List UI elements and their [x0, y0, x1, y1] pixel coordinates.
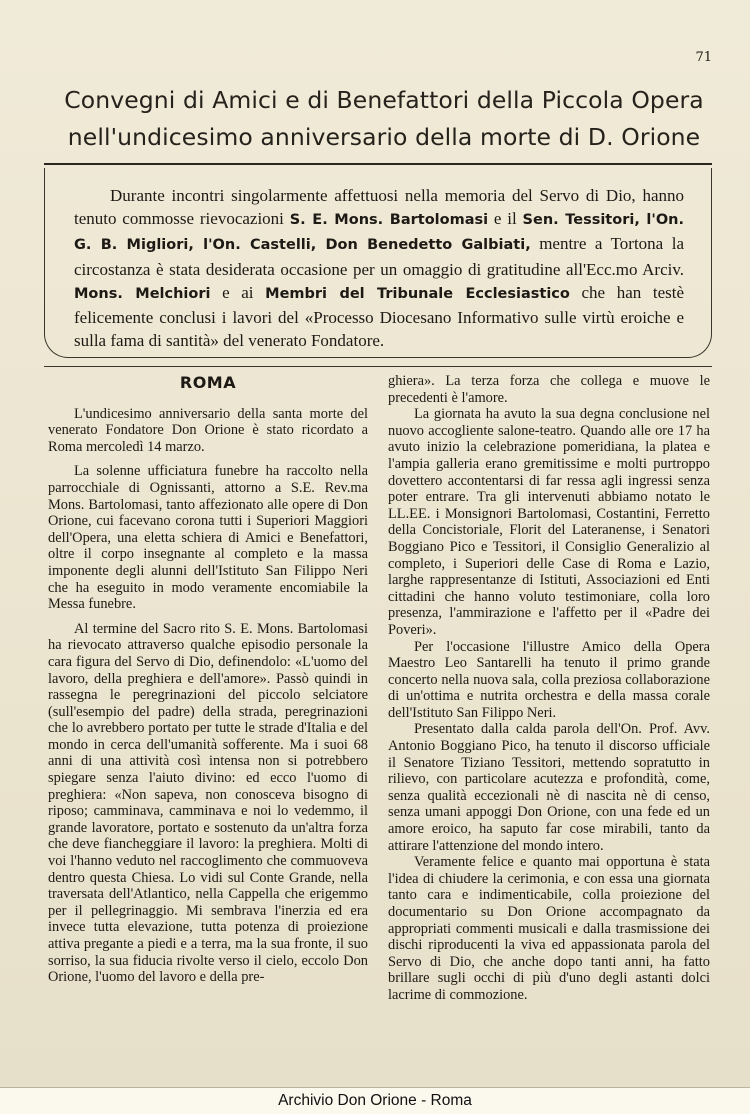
right-paragraph: Per l'occasione l'illustre Amico della Opera Maestro Leo Santarelli ha tenuto il primo grande concerto nella nuova sala, colla preziosa collaborazione di un'ottima e nutrita orchestra e della massa corale dell'Istituto San Filippo Neri. [388, 638, 710, 721]
left-column [48, 373, 368, 986]
right-column [388, 373, 710, 1004]
intro-text-4: e ai [210, 282, 266, 302]
right-paragraph: ghiera». La terza forza che collega e muove le precedenti è l'amore. [388, 373, 710, 406]
intro-bold-bartolomasi: S. E. Mons. Bartolomasi [289, 212, 489, 229]
right-paragraph: Presentato dalla calda parola dell'On. Prof. Avv. Antonio Boggiano Pico, ha tenuto il discorso ufficiale il Senatore Tiziano Tessitori, mettendo sopratutto in rilievo, con particolare acutezza e profondità, come, senza qualità eccezionali nè di nascita nè di censo, senza umani appoggi Don Orione, con una fede ed un amore eroico, ha saputo far cose mirabili, tanto da attirare l'attenzione del mondo intero. [388, 721, 710, 854]
intro-text-2: e il [488, 209, 523, 229]
section-title-roma: ROMA [179, 373, 237, 392]
title-divider [44, 163, 712, 165]
intro-paragraph [74, 184, 684, 352]
article-title-line-1: Convegni di Amici e di Benefattori della Piccola Opera [64, 86, 704, 114]
article-title [44, 82, 724, 156]
right-paragraph: La giornata ha avuto la sua degna conclusione nel nuovo accogliente salone-teatro. Quando alle ore 17 ha avuto inizio la celebrazione pomeridiana, la platea e l'ampia galleria erano gremitissime e molti purtroppo dovettero accontentarsi di far ressa agli ingressi senza poter entrare. Tra gli intervenuti abbiamo notato le LL.EE. i Monsignori Bartolomasi, Costantini, Ferretto della Concistoriale, Florit del Lateranense, i Senatori Boggiano Pico e Tessitori, il Consiglio Generalizio al completo, i Superiori delle Case di Roma e Lazio, larghe rappresentanze di Istituti, Associazioni ed Enti cittadini che hanno voluto testimoniare, colla loro presenza, l'ammirazione e l'affetto per il «Padre dei Poveri». [388, 406, 710, 638]
right-paragraph: Veramente felice e quanto mai opportuna è stata l'idea di chiudere la cerimonia, e con essa una giornata tanto cara e indimenticabile, colla proiezione del documentario su Don Orione accompagnato da appropriati commenti musicali e dalla trasmissione dei dischi riproducenti la viva ed appassionata parola del Servo di Dio, che anche dopo tanti anni, ha fatto brillare sugli occhi di più d'uno degli astanti dolci lacrime di commozione. [388, 854, 710, 1003]
left-paragraph: La solenne ufficiatura funebre ha raccolto nella parrocchiale di Ognissanti, attorno a S.E. Rev.ma Mons. Bartolomasi, tanto affezionato alle opere di Don Orione, cui facevano corona tutti i Superiori Maggiori dell'Opera, una eletta schiera di Amici e Benefattori, oltre il corpo insegnante al completo e la massa imponente degli alunni dell'Istituto San Filippo Neri che ha eseguito in modo veramente encomiabile la Messa funebre. [48, 463, 368, 613]
page-number: 71 [695, 50, 712, 65]
article-title-line-2: nell'undicesimo anniversario della morte di D. Orione [67, 123, 701, 151]
intro-bold-melchiori: Mons. Melchiori [74, 285, 211, 302]
section-divider [44, 366, 712, 367]
intro-text-3: mentre a Tortona la circostanza è stata desiderata occasione per un omaggio di gratitudine all'Ecc.mo Arciv. [74, 234, 684, 279]
intro-text-5: che han testè felicemente conclusi i lavori del «Processo Diocesano Informativo sulle virtù eroiche e sulla fama di santità» del venerato Fondatore. [74, 282, 685, 351]
left-paragraph: L'undicesimo anniversario della santa morte del venerato Fondatore Don Orione è stato ricordato a Roma mercoledì 14 marzo. [48, 405, 368, 455]
intro-bold-tribunal: Membri del Tribunale Ecclesiastico [265, 285, 570, 302]
intro-text-1: Durante incontri singolarmente affettuosi nella memoria del Servo di Dio, hanno tenuto commosse rievocazioni [74, 186, 684, 229]
left-paragraph: Al termine del Sacro rito S. E. Mons. Bartolomasi ha rievocato attraverso qualche episodio personale la cara figura del Servo di Dio, definendolo: «L'uomo del lavoro, della preghiera e dell'amore». Passò quindi in rassegna le peregrinazioni del piccolo selciatore (sull'esempio del padre) della strada, peregrinazioni che lo avrebbero portato per tutte le strade d'Italia e del mondo in cerca dell'umanità sofferente. Ma i suoi 68 anni di una attività così intensa non si potrebbero spiegare senza l'aiuto divino: ed ecco l'uomo di preghiera: «Non sapeva, non conosceva bisogno di riposo; camminava, camminava e noi lo vedemmo, il grande lavoratore, portato e sostenuto da un'altra forza che deve fiancheggiare il lavoro: la preghiera. Molti di voi l'hanno veduto nel raccoglimento che commuoveva dentro questa Chiesa. Lo vidi sul Conte Grande, nella traversata dell'Atlantico, nella Cappella che erigemmo per il pellegrinaggio. Mi sembrava l'inerzia ed era invece tutta elevazione, tutta potenza di proiezione attiva pregante a piedi e a terra, ma la sua fronte, il suo sorriso, la sua fiducia rivolte verso il cielo, eccolo Don Orione, l'uomo del lavoro e della pre- [48, 620, 368, 986]
intro-bold-speakers: Sen. Tessitori, l'On. G. B. Migliori, l'On. Castelli, Don Benedetto Galbiati, [74, 212, 685, 254]
archive-footer: Archivio Don Orione - Roma [0, 1087, 750, 1114]
